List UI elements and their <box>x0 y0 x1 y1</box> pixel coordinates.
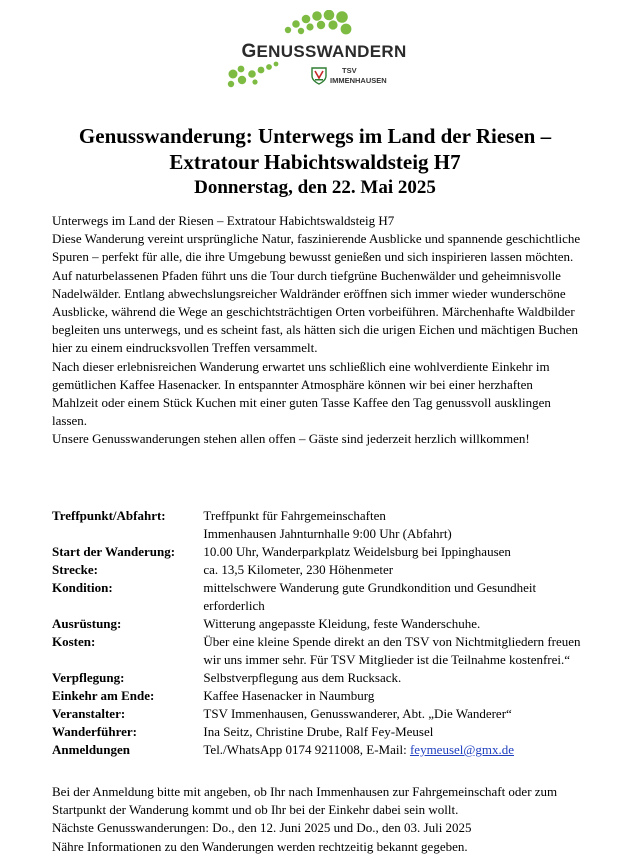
intro-paragraph: Nach dieser erlebnisreichen Wanderung erwartet uns schließlich eine wohlverdiente Einkehr im gemütlichen Kaffee Hasenacker. In entspannter Atmosphäre können wir bei einer herzhaften Mahlzeit oder einem Stück Kuchen mit einer guten Tasse Kaffee den Tag genussvoll ausklingen lassen. <box>52 358 551 429</box>
detail-row <box>52 507 592 543</box>
description-text <box>52 212 582 449</box>
detail-label: Kosten: <box>52 634 96 649</box>
detail-label: Wanderführer: <box>52 724 137 739</box>
detail-row <box>52 723 592 741</box>
footer-paragraph: Nächste Genusswanderungen: Do., den 12. Juni 2025 und Do., den 03. Juli 2025 <box>52 820 472 836</box>
detail-value: Selbstverpflegung aus dem Rucksack. <box>203 670 402 685</box>
detail-row <box>52 669 592 687</box>
detail-value: Treffpunkt für Fahrgemeinschaften Immenhausen Jahnturnhalle 9:00 Uhr (Abfahrt) <box>203 508 452 541</box>
footer-text <box>52 783 592 856</box>
intro-paragraph: Diese Wanderung vereint ursprüngliche Natur, faszinierende Ausblicke und spannende geschichtliche Spuren – perfekt für alle, die ihre Umgebung bewusst genießen und sich inspirieren lassen möchten. <box>52 231 581 265</box>
detail-value: mittelschwere Wanderung gute Grundkondition und Gesundheit erforderlich <box>203 580 537 613</box>
club-name: TSV IMMENHAUSEN <box>330 66 387 85</box>
detail-label: Treffpunkt/Abfahrt: <box>52 508 166 523</box>
footer-paragraph: Nähre Informationen zu den Wanderungen werden rechtzeitig bekannt gegeben. <box>52 838 468 854</box>
email-link[interactable]: feymeusel@gmx.de <box>409 742 514 757</box>
page-title-line-1: Genusswanderung: Unterwegs im Land der Riesen – <box>78 124 552 148</box>
detail-value: Kaffee Hasenacker in Naumburg <box>203 688 375 703</box>
intro-paragraph: Unsere Genusswanderungen stehen allen offen – Gäste sind jederzeit herzlich willkommen! <box>52 431 530 447</box>
detail-label: Verpflegung: <box>52 670 125 685</box>
club-crest-icon <box>311 67 327 85</box>
page-title-line-2: Extratour Habichtswaldsteig H7 <box>169 150 461 174</box>
detail-value: Witterung angepasste Kleidung, feste Wanderschuhe. <box>203 616 481 631</box>
detail-value: ca. 13,5 Kilometer, 230 Höhenmeter <box>203 562 394 577</box>
detail-label: Veranstalter: <box>52 706 126 721</box>
detail-row <box>52 543 592 561</box>
detail-label: Einkehr am Ende: <box>52 688 155 703</box>
event-date: Donnerstag, den 22. Mai 2025 <box>194 177 436 198</box>
registration-label: Anmeldungen <box>52 742 131 757</box>
detail-label: Kondition: <box>52 580 113 595</box>
detail-row <box>52 687 592 705</box>
intro-paragraph: Auf naturbelassenen Pfaden führt uns die Tour durch tiefgrüne Buchenwälder und geheimnisvolle Nadelwälder. Entlang abwechslungsreicher Waldränder eröffnen sich immer wieder wunderschöne Ausblicke, während die Wege an geschichtsträchtigen Orten vorbeiführen. Märchenhafte Waldbilder begleiten uns unterwegs, und es scheint fast, als hätten sich die urigen Eichen und mächtigen Buchen hier zu einem eindrucksvollen Treffen versammelt. <box>52 267 578 356</box>
event-details-table <box>52 507 592 759</box>
intro-paragraph: Unterwegs im Land der Riesen – Extratour Habichtswaldsteig H7 <box>52 213 395 228</box>
registration-row <box>52 741 592 759</box>
genusswandern-logo <box>225 10 415 95</box>
registration-value <box>203 741 592 759</box>
detail-row <box>52 561 592 579</box>
detail-row <box>52 579 592 615</box>
detail-label: Start der Wanderung: <box>52 544 176 559</box>
registration-contact: Tel./WhatsApp 0174 9211008, E-Mail: <box>203 742 410 757</box>
detail-label: Ausrüstung: <box>52 616 122 631</box>
footer-paragraph: Bei der Anmeldung bitte mit angeben, ob Ihr nach Immenhausen zur Fahrgemeinschaft oder zum Startpunkt der Wanderung kommt und ob Ihr bei der Einkehr dabei sein wollt. <box>52 784 558 818</box>
detail-value: Über eine kleine Spende direkt an den TSV von Nichtmitgliedern freuen wir uns immer sehr. Für TSV Mitglieder ist die Teilnahme kostenfrei.“ <box>203 634 581 667</box>
detail-label: Strecke: <box>52 562 98 577</box>
logo-wordmark: GENUSSWANDERN <box>241 41 407 62</box>
detail-row <box>52 705 592 723</box>
detail-value: Ina Seitz, Christine Drube, Ralf Fey-Meusel <box>203 724 434 739</box>
detail-row <box>52 633 592 669</box>
detail-value: TSV Immenhausen, Genusswanderer, Abt. „Die Wanderer“ <box>203 706 512 721</box>
detail-row <box>52 615 592 633</box>
detail-value: 10.00 Uhr, Wanderparkplatz Weidelsburg bei Ippinghausen <box>203 544 511 559</box>
